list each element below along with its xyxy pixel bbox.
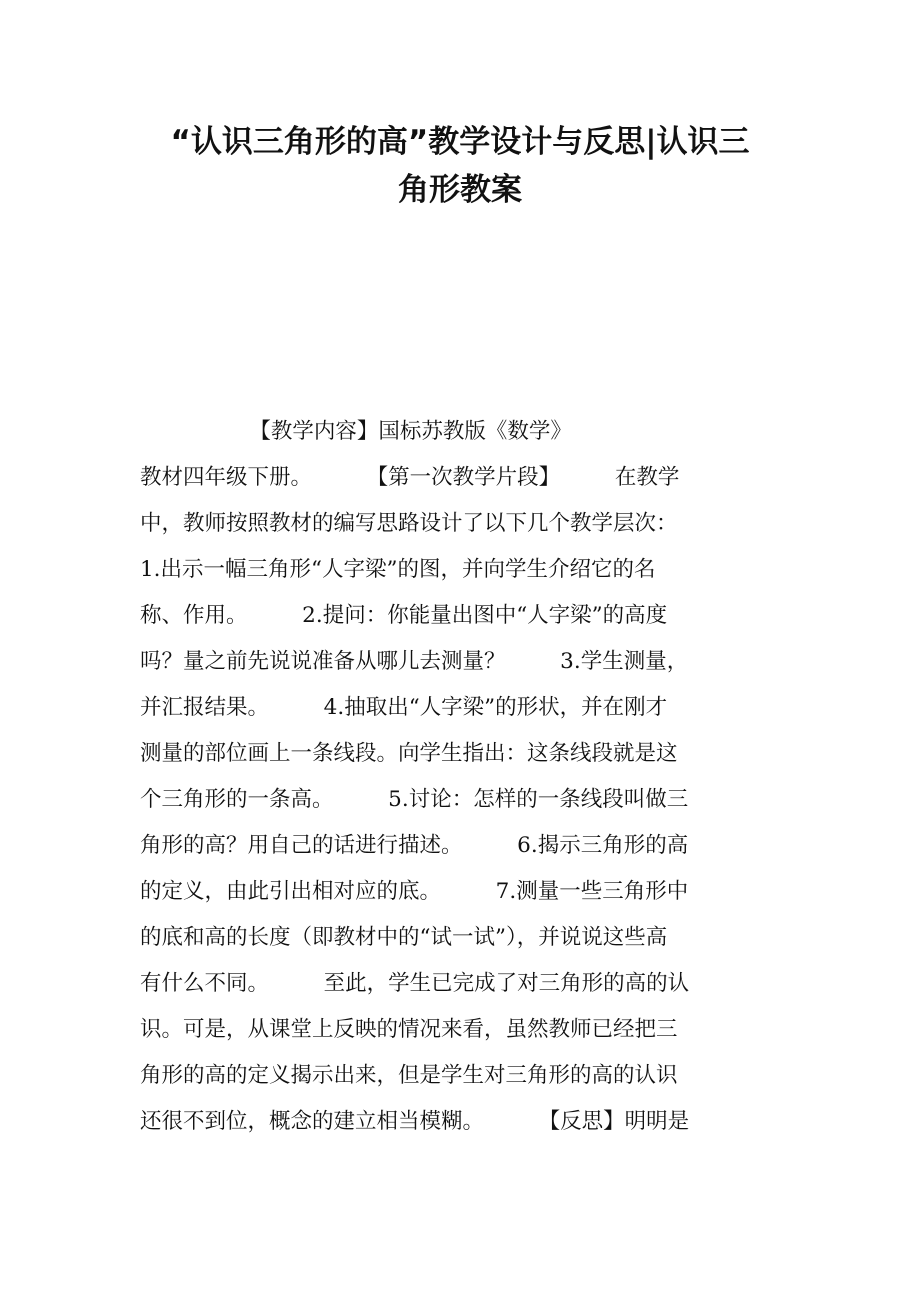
body-line-16: 还很不到位，概念的建立相当模糊。 【反思】明明是 — [140, 1109, 690, 1134]
body-line-2: 教材四年级下册。 【第一次教学片段】 在教学 — [140, 465, 680, 490]
body-line-3: 中，教师按照教材的编写思路设计了以下几个教学层次： — [140, 511, 678, 536]
body-line-4: 1.出示一幅三角形“人字梁”的图，并向学生介绍它的名 — [140, 557, 656, 582]
body-line-11: 的定义，由此引出相对应的底。 7.测量一些三角形中 — [140, 879, 689, 904]
body-line-14: 识。可是，从课堂上反映的情况来看，虽然教师已经把三 — [140, 1017, 678, 1042]
body-line-7: 并汇报结果。 4.抽取出“人字梁”的形状，并在刚才 — [140, 695, 668, 720]
body-line-15: 角形的高的定义揭示出来，但是学生对三角形的高的认识 — [140, 1063, 678, 1088]
body-line-12: 的底和高的长度（即教材中的“试一试”），并说说这些高 — [140, 925, 668, 950]
body-line-13: 有什么不同。 至此，学生已完成了对三角形的高的认 — [140, 971, 690, 996]
document-title-line-1: “认识三角形的高”教学设计与反思|认识三 — [170, 124, 750, 160]
body-line-6: 吗？量之前先说说准备从哪儿去测量？ 3.学生测量， — [140, 649, 689, 674]
document-title-line-2: 角形教案 — [398, 172, 522, 208]
body-line-10: 角形的高？用自己的话进行描述。 6.揭示三角形的高 — [140, 833, 689, 858]
body-line-1: 【教学内容】国标苏教版《数学》 — [140, 419, 572, 444]
body-line-8: 测量的部位画上一条线段。向学生指出：这条线段就是这 — [140, 741, 678, 766]
body-line-5: 称、作用。 2.提问：你能量出图中“人字梁”的高度 — [140, 603, 668, 628]
body-line-9: 个三角形的一条高。 5.讨论：怎样的一条线段叫做三 — [140, 787, 689, 812]
